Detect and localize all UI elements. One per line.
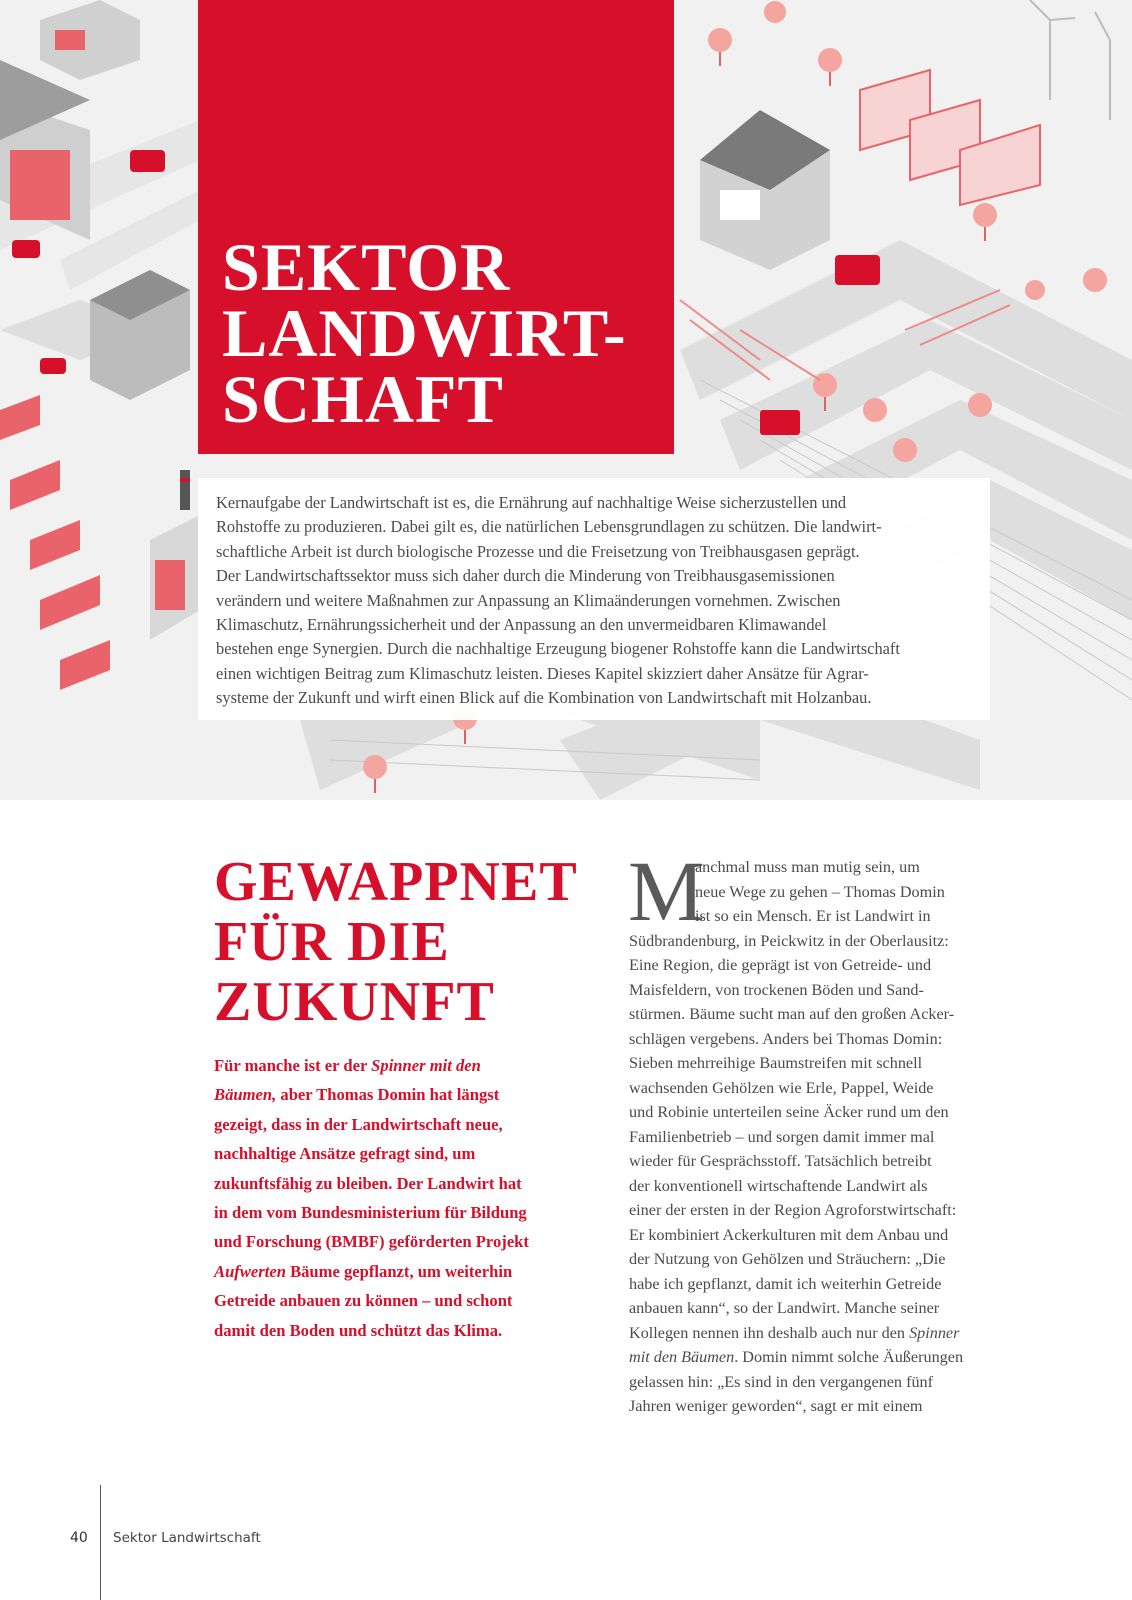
lead-text: Bäume gepflanzt, um weiterhin <box>285 1261 513 1281</box>
lead-text: Für manche ist er der <box>214 1056 372 1075</box>
body-emphasis: Spinner <box>909 1323 960 1342</box>
lead-text: in dem vom Bundesministerium für Bildung <box>214 1203 527 1223</box>
intro-line: Der Landwirtschaftssektor muss sich daher durch die Minderung von Treibhausgasemissionen <box>216 566 835 586</box>
body-line: gelassen hin: „Es sind in den vergangenen fünf <box>629 1372 934 1391</box>
footer-divider <box>100 1485 101 1600</box>
lead-text: Getreide anbauen zu können – und schont <box>214 1291 513 1311</box>
lead-emphasis: Spinner mit den <box>371 1056 481 1075</box>
body-line: ist so ein Mensch. Er ist Landwirt in <box>695 907 931 925</box>
drop-cap: M <box>628 843 705 939</box>
intro-line: verändern und weitere Maßnahmen zur Anpassung an Klimaänderungen vornehmen. Zwischen <box>216 590 841 610</box>
article-heading: GEWAPPNET FÜR DIE ZUKUNFT <box>214 851 578 1033</box>
title-box <box>198 0 674 454</box>
lead-text: und Forschung (BMBF) geförderten Projekt <box>214 1232 529 1252</box>
page-number: 40 <box>70 1530 88 1546</box>
body-line: Südbrandenburg, in Peickwitz in der Oberlausitz: <box>629 931 949 950</box>
intro-line: Klimaschutz, Ernährungssicherheit und der Anpassung an den unvermeidbaren Klimawandel <box>216 615 827 635</box>
intro-line: Rohstoffe zu produzieren. Dabei gilt es, die natürlichen Lebensgrundlagen zu schützen. Die landwirt- <box>216 517 882 537</box>
body-line: Maisfeldern, von trockenen Böden und Sand- <box>629 980 924 999</box>
intro-line: bestehen enge Synergien. Durch die nachhaltige Erzeugung biogener Rohstoffe kann die Landwirtschaft <box>216 639 900 659</box>
lead-emphasis: Aufwerten <box>214 1261 286 1281</box>
body-line: anbauen kann“, so der Landwirt. Manche seiner <box>629 1299 940 1317</box>
page-title: SEKTOR LANDWIRT- SCHAFT <box>222 229 627 437</box>
body-line: anchmal muss man mutig sein, um <box>695 858 920 876</box>
body-line: stürmen. Bäume sucht man auf den großen Acker- <box>629 1005 955 1023</box>
body-line: Sieben mehrreihige Baumstreifen mit schnell <box>629 1054 923 1072</box>
footer-section-label: Sektor Landwirtschaft <box>113 1530 261 1546</box>
lead-text: aber Thomas Domin hat längst <box>276 1085 500 1105</box>
lead-text: zukunftsfähig zu bleiben. Der Landwirt hat <box>214 1173 522 1193</box>
body-line: wachsenden Gehölzen wie Erle, Pappel, Weide <box>629 1078 934 1097</box>
lead-text: gezeigt, dass in der Landwirtschaft neue, <box>214 1114 503 1134</box>
body-line: einer der ersten in der Region Agroforstwirtschaft: <box>629 1201 957 1219</box>
body-line: und Robinie unterteilen seine Äcker rund um den <box>629 1103 949 1121</box>
body-line: Eine Region, die geprägt ist von Getreide- und <box>629 956 932 974</box>
lead-text: nachhaltige Ansätze gefragt sind, um <box>214 1144 476 1164</box>
intro-line: Kernaufgabe der Landwirtschaft ist es, die Ernährung auf nachhaltige Weise sicherzustellen und <box>216 493 847 512</box>
intro-line: schaftliche Arbeit ist durch biologische Prozesse und die Freisetzung von Treibhausgasen geprägt. <box>216 541 860 561</box>
body-line: habe ich gepflanzt, damit ich weiterhin Getreide <box>629 1274 942 1293</box>
body-line: Familienbetrieb – und sorgen damit immer mal <box>629 1127 935 1146</box>
body-line: neue Wege zu gehen – Thomas Domin <box>695 882 945 901</box>
lead-text: damit den Boden und schützt das Klima. <box>214 1320 503 1340</box>
body-line: Er kombiniert Ackerkulturen mit dem Anbau und <box>629 1225 949 1244</box>
body-text: Kollegen nennen ihn deshalb auch nur den <box>629 1323 910 1342</box>
body-line: der konventionell wirtschaftende Landwirt als <box>629 1176 928 1195</box>
lead-paragraph <box>214 1051 604 1345</box>
body-line: wieder für Gesprächsstoff. Tatsächlich betreibt <box>629 1152 932 1170</box>
lead-emphasis: Bäumen, <box>214 1085 277 1105</box>
intro-paragraph <box>198 478 990 720</box>
intro-line: einen wichtigen Beitrag zum Klimaschutz leisten. Dieses Kapitel skizziert daher Ansätze für Agrar- <box>216 663 869 683</box>
intro-line: systeme der Zukunft und wirft einen Blick auf die Kombination von Landwirtschaft mit Holzanbau. <box>216 688 872 708</box>
body-line: Jahren weniger geworden“, sagt er mit einem <box>629 1397 923 1415</box>
body-column <box>629 855 1009 1419</box>
body-text: . Domin nimmt solche Äußerungen <box>734 1348 964 1366</box>
body-line: schlägen vergebens. Anders bei Thomas Domin: <box>629 1029 943 1048</box>
body-line: der Nutzung von Gehölzen und Sträuchern: „Die <box>629 1250 946 1268</box>
body-emphasis: mit den Bäumen <box>629 1348 735 1366</box>
